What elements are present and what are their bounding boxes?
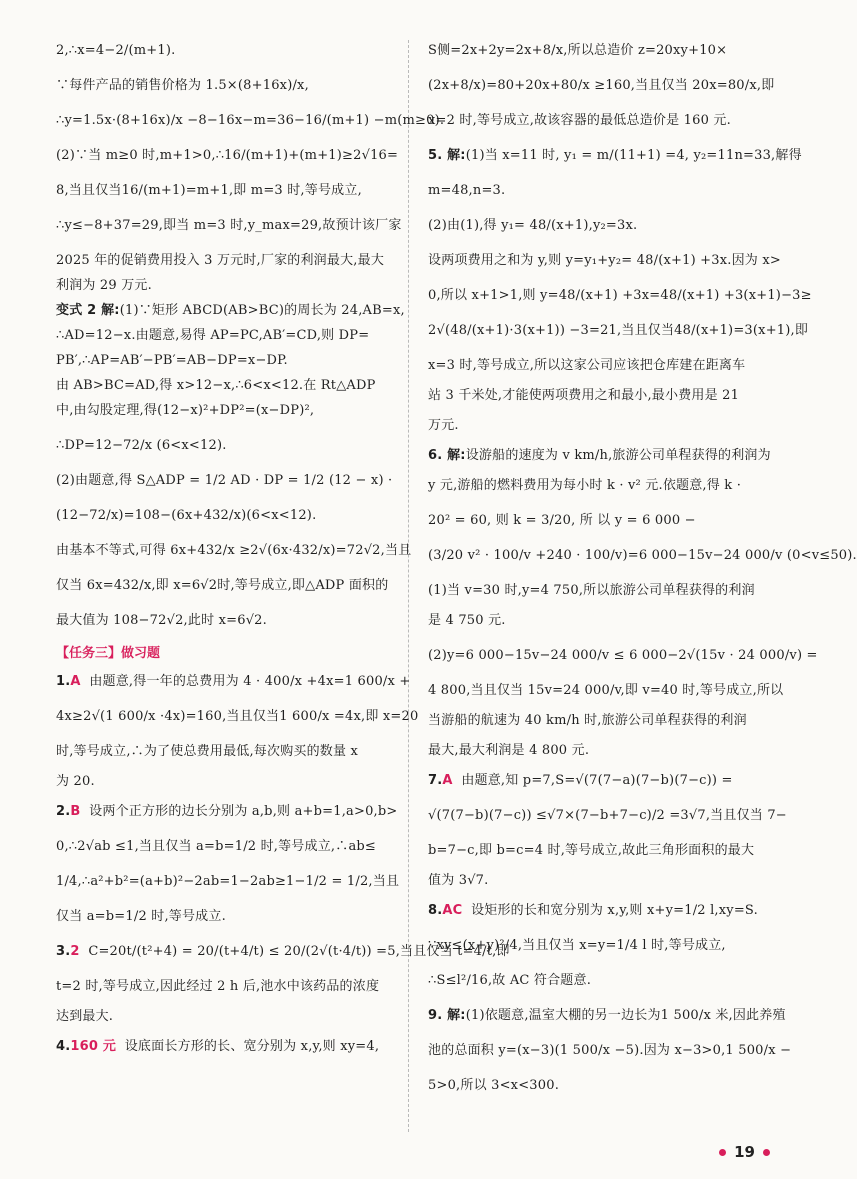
text-line: 达到最大. (56, 1009, 114, 1024)
text-line: 池的总面积 y=(x−3)(1 500/x −5).因为 x−3>0,1 500/x − (428, 1043, 792, 1058)
text-line: 时,等号成立,∴为了使总费用最低,每次购买的数量 x (56, 744, 359, 759)
question-number: 7. (428, 773, 443, 788)
text-line: (1)当 x=11 时, y₁ = m/(11+1) =4, y₂=11n=33,解得 (465, 148, 802, 163)
question-number: 4. (56, 1039, 71, 1054)
right-column (428, 42, 857, 1112)
text-line: 4x≥2√(1 600/x ·4x)=160,当且仅当1 600/x =4x,即 x=20 (56, 709, 419, 724)
text-line: (3/20 v² · 100/v +240 · 100/v)=6 000−15v−24 000/v (0<v≤50). (428, 548, 857, 563)
text-line: ∴S≤l²/16,故 AC 符合题意. (428, 973, 592, 988)
variant-2-first-line (56, 302, 405, 319)
text-line: 值为 3√7. (428, 873, 489, 888)
question-label: 6. 解: (428, 448, 466, 463)
question-7 (428, 772, 768, 789)
text-line: 0,∴2√ab ≤1,当且仅当 a=b=1/2 时,等号成立,∴ab≤ (56, 839, 377, 854)
text-line: ∴DP=12−72/x (6<x<12). (56, 438, 227, 453)
text-line: ∴y≤−8+37=29,即当 m=3 时,y_max=29,故预计该厂家 (56, 218, 402, 233)
question-3 (56, 943, 510, 960)
text-line: (2)由题意,得 S△ADP = 1/2 AD · DP = 1/2 (12 − x) · (56, 473, 393, 488)
dot-icon (719, 1149, 726, 1156)
text-line: (1)依题意,温室大棚的另一边长为1 500/x 米,因此养殖 (465, 1008, 786, 1023)
text-line: (2)y=6 000−15v−24 000/v ≤ 6 000−2√(15v · 24 000/v) = (428, 648, 818, 663)
text-line: PB′,∴AP=AB′−PB′=AB−DP=x−DP. (56, 353, 288, 368)
question-2 (56, 803, 398, 820)
text-line: x=2 时,等号成立,故该容器的最低总造价是 160 元. (428, 113, 731, 128)
answer-choice: 2 (70, 944, 80, 959)
text-line: m=48,n=3. (428, 183, 506, 198)
text-line: 2√(48/(x+1)·3(x+1)) −3=21,当且仅当48/(x+1)=3(x+1),即 (428, 323, 809, 338)
text-line: 由 AB>BC=AD,得 x>12−x,∴6<x<12.在 Rt△ADP (56, 378, 376, 393)
text-line: 为 20. (56, 774, 95, 789)
answer-choice: B (70, 804, 81, 819)
text-line: ∵每件产品的销售价格为 1.5×(8+16x)/x, (56, 78, 309, 93)
text-line: 设两项费用之和为 y,则 y=y₁+y₂= 48/(x+1) +3x.因为 x> (428, 253, 781, 268)
text-line: C=20t/(t²+4) = 20/(t+4/t) ≤ 20/(2√(t·4/t)) =5,当且仅当 t=4/t,即 (88, 944, 510, 959)
question-8 (428, 902, 768, 919)
variant-2-label: 变式 2 解: (56, 303, 120, 318)
question-number: 2. (56, 804, 71, 819)
text-line: 站 3 千米处,才能使两项费用之和最小,最小费用是 21 (428, 388, 740, 403)
text-line: 仅当 a=b=1/2 时,等号成立. (56, 909, 226, 924)
text-line: 20² = 60, 则 k = 3/20, 所 以 y = 6 000 − (428, 513, 696, 528)
question-number: 8. (428, 903, 443, 918)
text-line: 5>0,所以 3<x<300. (428, 1078, 560, 1093)
text-line: 最大,最大利润是 4 800 元. (428, 743, 590, 758)
text-line: 中,由勾股定理,得(12−x)²+DP²=(x−DP)², (56, 403, 315, 418)
text-line: ∴y=1.5x·(8+16x)/x −8−16x−m=36−16/(m+1) −m(m≥0). (56, 113, 445, 128)
text-line: S侧=2x+2y=2x+8/x,所以总造价 z=20xy+10× (428, 43, 728, 58)
text-line: 由基本不等式,可得 6x+432/x ≥2√(6x·432/x)=72√2,当且 (56, 543, 412, 558)
text-line: 2025 年的促销费用投入 3 万元时,厂家的利润最大,最大 (56, 253, 385, 268)
text-line: 1/4,∴a²+b²=(a+b)²−2ab=1−2ab≥1−1/2 = 1/2,当且 (56, 874, 400, 889)
text-line: 是 4 750 元. (428, 613, 506, 628)
text-line: 设底面长方形的长、宽分别为 x,y,则 xy=4, (124, 1039, 380, 1054)
text-line: √(7(7−b)(7−c)) ≤√7×(7−b+7−c)/2 =3√7,当且仅当 7− (428, 808, 787, 823)
page-number-area (719, 1143, 770, 1161)
text-line: (1)∵矩形 ABCD(AB>BC)的周长为 24,AB=x, (119, 303, 405, 318)
text-line: 仅当 6x=432/x,即 x=6√2时,等号成立,即△ADP 面积的 (56, 578, 389, 593)
question-4 (56, 1038, 392, 1055)
text-line: (2)∵当 m≥0 时,m+1>0,∴16/(m+1)+(m+1)≥2√16= (56, 148, 399, 163)
question-number: 3. (56, 944, 71, 959)
text-line: 由题意,知 p=7,S=√(7(7−a)(7−b)(7−c)) = (461, 773, 733, 788)
question-label: 9. 解: (428, 1008, 466, 1023)
column-divider (408, 40, 409, 1132)
text-line: 8,当且仅当16/(m+1)=m+1,即 m=3 时,等号成立, (56, 183, 362, 198)
dot-icon (763, 1149, 770, 1156)
text-line: 设矩形的长和宽分别为 x,y,则 x+y=1/2 l,xy=S. (471, 903, 758, 918)
text-line: (12−72/x)=108−(6x+432/x)(6<x<12). (56, 508, 317, 523)
text-line: (1)当 v=30 时,y=4 750,所以旅游公司单程获得的利润 (428, 583, 755, 598)
section-title: 【任务三】做习题 (56, 646, 161, 661)
question-number: 1. (56, 674, 71, 689)
text-line: 最大值为 108−72√2,此时 x=6√2. (56, 613, 267, 628)
text-line: (2x+8/x)=80+20x+80/x ≥160,当且仅当 20x=80/x,即 (428, 78, 775, 93)
text-line: 4 800,当且仅当 15v=24 000/v,即 v=40 时,等号成立,所以 (428, 683, 784, 698)
text-line: 当游船的航速为 40 km/h 时,旅游公司单程获得的利润 (428, 713, 747, 728)
text-line: y 元,游船的燃料费用为每小时 k · v² 元.依题意,得 k · (428, 478, 742, 493)
text-line: 设游船的速度为 v km/h,旅游公司单程获得的利润为 (465, 448, 771, 463)
text-line: 0,所以 x+1>1,则 y=48/(x+1) +3x=48/(x+1) +3(x+1)−3≥ (428, 288, 812, 303)
question-6 (428, 447, 771, 464)
question-1 (56, 673, 411, 690)
answer-choice: AC (442, 903, 463, 918)
question-5 (428, 147, 802, 164)
question-9 (428, 1007, 786, 1024)
text-line: ∵xy≤(x+y)²/4,当且仅当 x=y=1/4 l 时,等号成立, (428, 938, 726, 953)
text-line: 万元. (428, 418, 459, 433)
page-number: 19 (734, 1143, 755, 1161)
question-label: 5. 解: (428, 148, 466, 163)
answer-choice: 160 元 (70, 1039, 117, 1054)
text-line: x=3 时,等号成立,所以这家公司应该把仓库建在距离车 (428, 358, 746, 373)
text-line: 设两个正方形的边长分别为 a,b,则 a+b=1,a>0,b> (89, 804, 398, 819)
text-line: t=2 时,等号成立,因此经过 2 h 后,池水中该药品的浓度 (56, 979, 380, 994)
text-line: ∴AD=12−x.由题意,易得 AP=PC,AB′=CD,则 DP= (56, 328, 370, 343)
text-line: 利润为 29 万元. (56, 278, 152, 293)
text-line: 2,∴x=4−2/(m+1). (56, 43, 176, 58)
answer-choice: A (70, 674, 81, 689)
text-line: (2)由(1),得 y₁= 48/(x+1),y₂=3x. (428, 218, 638, 233)
text-line: b=7−c,即 b=c=4 时,等号成立,故此三角形面积的最大 (428, 843, 755, 858)
text-line: 由题意,得一年的总费用为 4 · 400/x +4x=1 600/x + (89, 674, 411, 689)
answer-choice: A (442, 773, 453, 788)
